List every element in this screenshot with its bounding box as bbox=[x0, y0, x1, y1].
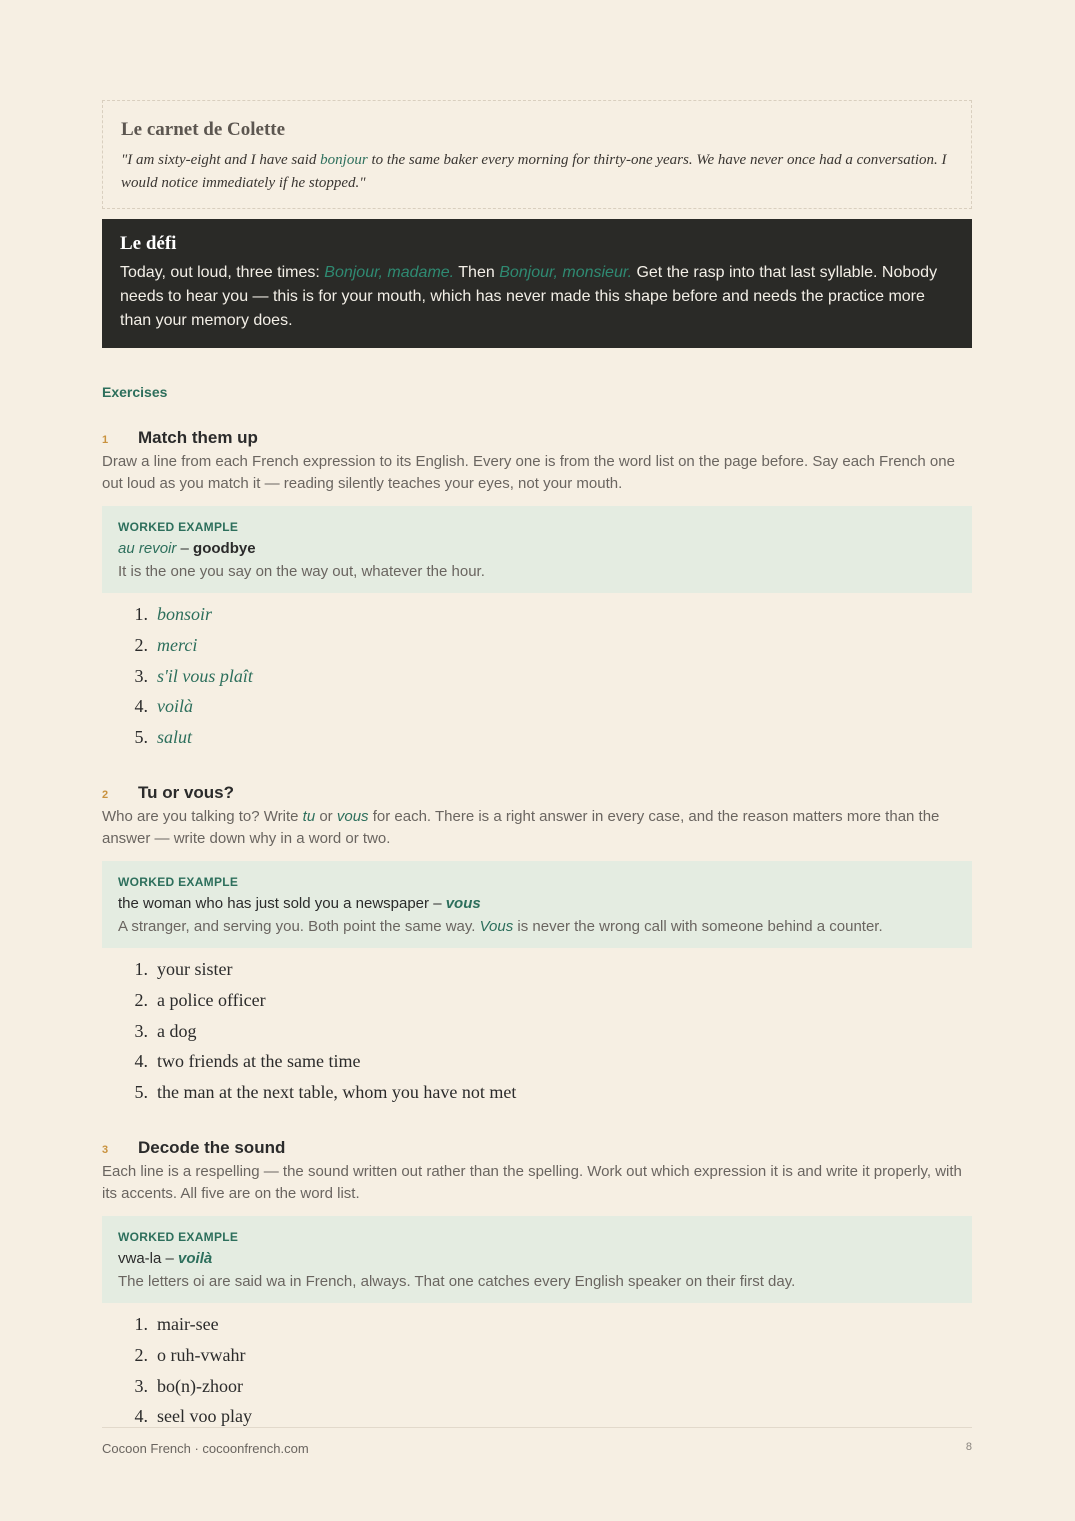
exercise-title-row bbox=[102, 428, 972, 448]
list-item: 2. o ruh-vwahr bbox=[102, 1344, 972, 1375]
quote-text: to the same baker every morning for thirty-one years. We have never once had a conversation. I would notice immediately if he stopped." bbox=[121, 152, 947, 191]
worked-example-question: au revoir bbox=[118, 540, 177, 557]
item-text: merci bbox=[157, 634, 198, 655]
exercise-number: 1 bbox=[102, 434, 109, 446]
desc-french-word: vous bbox=[336, 807, 369, 825]
worked-example-tag: WORKED EXAMPLE bbox=[118, 1229, 239, 1244]
defi-text-part: Then bbox=[454, 264, 500, 281]
quote-french-word: bonjour bbox=[320, 152, 368, 168]
list-item: 4. voilà bbox=[102, 695, 972, 726]
item-text: bonsoir bbox=[157, 604, 213, 624]
page-number: 8 bbox=[965, 1441, 972, 1453]
worked-example-line bbox=[118, 895, 956, 912]
worked-example-question: the woman who has just sold you a newspaper bbox=[118, 894, 430, 912]
worked-example bbox=[102, 1216, 972, 1303]
item-text: a dog bbox=[157, 1020, 197, 1041]
desc-french-word: tu bbox=[302, 807, 316, 825]
exercise-number: 3 bbox=[102, 1143, 109, 1156]
item-text: your sister bbox=[157, 958, 233, 979]
exercise-1 bbox=[102, 428, 972, 757]
exercise-items bbox=[102, 1313, 972, 1436]
exercise-title-row bbox=[102, 1138, 972, 1158]
worked-example-tag: WORKED EXAMPLE bbox=[118, 520, 239, 534]
defi-box bbox=[102, 219, 972, 348]
worked-example-answer: goodbye bbox=[193, 540, 256, 557]
defi-text bbox=[120, 261, 954, 333]
page-content bbox=[102, 100, 972, 1436]
defi-text-part: Get the rasp into that last syllable. Nobody needs to hear you — this is for your mouth, which has never made this shape before and needs the practice more than your memory does. bbox=[120, 264, 938, 329]
item-text: bo(n)-zhoor bbox=[157, 1375, 243, 1396]
item-text: mair-see bbox=[157, 1313, 219, 1334]
defi-title: Le défi bbox=[120, 233, 177, 254]
separator: – bbox=[433, 894, 442, 912]
worked-example-answer: voilà bbox=[178, 1249, 213, 1267]
exercise-title-row bbox=[102, 783, 972, 803]
carnet-box bbox=[102, 100, 972, 209]
exercise-title: Match them up bbox=[138, 428, 258, 447]
separator: – bbox=[165, 1249, 174, 1267]
separator: – bbox=[180, 540, 189, 557]
exercise-items bbox=[102, 958, 972, 1112]
exercise-description bbox=[102, 806, 972, 850]
list-item: 3. bo(n)-zhoor bbox=[102, 1375, 972, 1406]
list-item: 5. the man at the next table, whom you have not met bbox=[102, 1081, 972, 1112]
exercise-title: Tu or vous? bbox=[138, 782, 235, 802]
desc-part: or bbox=[315, 807, 337, 825]
worked-example bbox=[102, 861, 972, 948]
item-text: the man at the next table, whom you have not met bbox=[157, 1082, 517, 1103]
list-item: 2. a police officer bbox=[102, 989, 972, 1020]
worked-example-note: The letters oi are said wa in French, always. That one catches every English speaker on their first day. bbox=[118, 1272, 796, 1290]
item-text: a police officer bbox=[157, 989, 266, 1010]
list-item: 1. your sister bbox=[102, 958, 972, 989]
exercise-description: Each line is a respelling — the sound written out rather than the spelling. Work out which expression it is and write it properly, with its accents. All five are on the word list. bbox=[102, 1162, 962, 1202]
quote-text: "I am sixty-eight and I have said bbox=[121, 152, 321, 168]
note-french-word: Vous bbox=[479, 917, 514, 935]
list-item: 2. merci bbox=[102, 634, 972, 665]
worked-example-answer: vous bbox=[445, 894, 481, 912]
list-item: 1. bonsoir bbox=[102, 603, 972, 634]
page-footer bbox=[102, 1427, 972, 1456]
carnet-quote bbox=[121, 149, 953, 195]
defi-french-phrase: Bonjour, monsieur. bbox=[499, 264, 633, 281]
list-item: 4. seel voo play bbox=[102, 1405, 972, 1436]
item-text: voilà bbox=[157, 696, 193, 717]
list-item: 3. s'il vous plaît bbox=[102, 665, 972, 696]
worked-example-note bbox=[118, 918, 956, 935]
worked-example-line bbox=[118, 1250, 956, 1267]
carnet-title: Le carnet de Colette bbox=[121, 119, 286, 140]
item-text: salut bbox=[157, 727, 193, 748]
note-part: is never the wrong call with someone behind a counter. bbox=[513, 917, 883, 935]
desc-part: Who are you talking to? Write bbox=[102, 807, 303, 825]
exercise-items bbox=[102, 603, 972, 757]
list-item: 1. mair-see bbox=[102, 1313, 972, 1344]
list-item: 4. two friends at the same time bbox=[102, 1050, 972, 1081]
worked-example-question: vwa-la bbox=[118, 1249, 162, 1267]
worked-example-tag: WORKED EXAMPLE bbox=[118, 874, 239, 889]
list-item: 3. a dog bbox=[102, 1020, 972, 1051]
exercise-title: Decode the sound bbox=[138, 1137, 286, 1157]
exercise-number: 2 bbox=[102, 788, 109, 801]
worked-example bbox=[102, 506, 972, 593]
defi-french-phrase: Bonjour, madame. bbox=[324, 264, 455, 281]
desc-part: for each. There is a right answer in every case, and the reason matters more than the answer — write down why in a word or two. bbox=[102, 807, 940, 847]
note-part: A stranger, and serving you. Both point the same way. bbox=[118, 917, 480, 935]
footer-site: Cocoon French · cocoonfrench.com bbox=[102, 1441, 309, 1456]
item-text: two friends at the same time bbox=[157, 1051, 361, 1072]
worked-example-line bbox=[118, 540, 956, 557]
item-text: o ruh-vwahr bbox=[157, 1344, 246, 1365]
exercise-description: Draw a line from each French expression to its English. Every one is from the word list on the page before. Say each French one out loud as you match it — reading silently teaches your eyes, not your mouth. bbox=[102, 453, 955, 492]
exercise-3 bbox=[102, 1138, 972, 1436]
item-text: s'il vous plaît bbox=[157, 665, 253, 686]
worked-example-note: It is the one you say on the way out, whatever the hour. bbox=[118, 563, 485, 580]
exercises-heading: Exercises bbox=[102, 384, 168, 400]
item-text: seel voo play bbox=[157, 1406, 252, 1427]
defi-text-part: Today, out loud, three times: bbox=[120, 264, 325, 281]
exercise-2 bbox=[102, 783, 972, 1112]
list-item: 5. salut bbox=[102, 726, 972, 757]
